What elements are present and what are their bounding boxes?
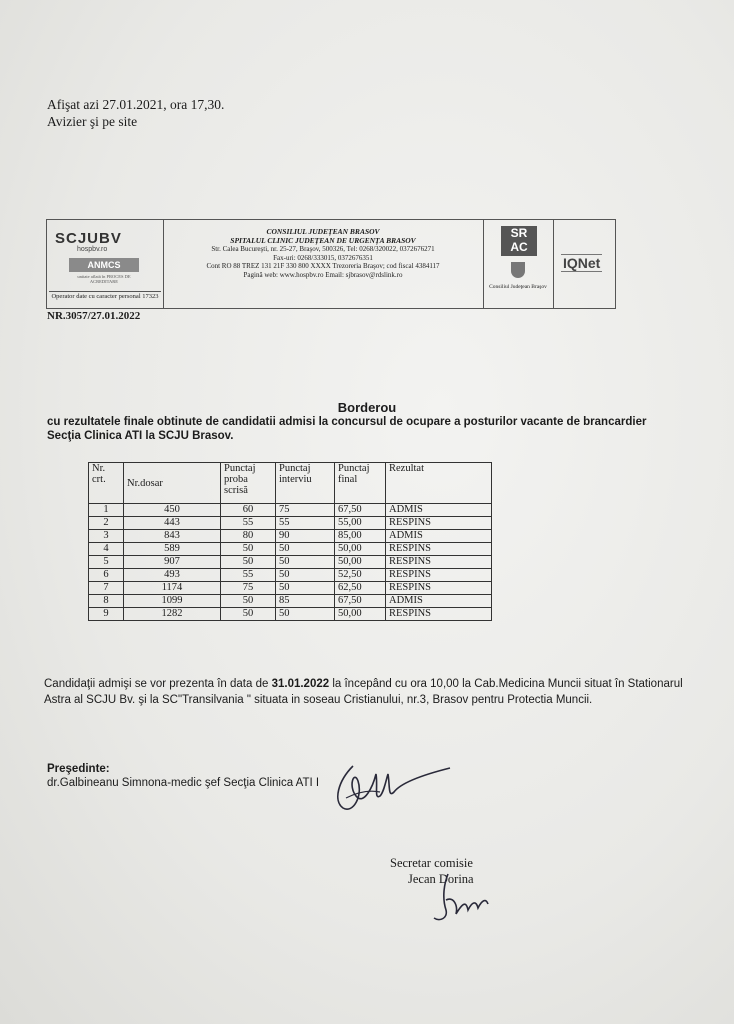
cell-final: 52,50 — [335, 569, 386, 582]
hospital-name: SPITALUL CLINIC JUDEŢEAN DE URGENŢA BRASOV — [230, 235, 416, 245]
results-table — [88, 462, 492, 621]
cell-nr: 2 — [89, 517, 124, 530]
presentation-note — [44, 676, 684, 708]
cell-interviu: 50 — [276, 569, 335, 582]
cell-scris: 50 — [221, 595, 276, 608]
col-rezultat: Rezultat — [386, 463, 492, 504]
cell-interviu: 50 — [276, 556, 335, 569]
cell-nr: 6 — [89, 569, 124, 582]
cell-dosar: 589 — [124, 543, 221, 556]
hospital-fax: Fax-uri: 0268/333015, 0372676351 — [273, 253, 373, 262]
cell-final: 50,00 — [335, 556, 386, 569]
iqnet-logo: IQNet — [563, 255, 601, 271]
letterhead-srac-cell — [483, 220, 554, 308]
president-signature — [318, 756, 458, 818]
col-nr-crt: Nr. crt. — [89, 463, 124, 504]
table-row — [89, 569, 492, 582]
cell-final: 55,00 — [335, 517, 386, 530]
cell-final: 67,50 — [335, 595, 386, 608]
table-row — [89, 504, 492, 517]
hospital-address: Str. Calea Bucureşti, nr. 25-27, Braşov, 500326, Tel: 0268/320022, 0372676271 — [211, 245, 435, 253]
cell-dosar: 1099 — [124, 595, 221, 608]
cell-nr: 4 — [89, 543, 124, 556]
col-punctaj-final: Punctaj final — [335, 463, 386, 504]
cell-dosar: 443 — [124, 517, 221, 530]
cell-rezultat: RESPINS — [386, 556, 492, 569]
letterhead-info-cell — [163, 220, 484, 308]
county-crest-icon — [511, 262, 525, 278]
table-row — [89, 556, 492, 569]
council-name: CONSILIUL JUDEŢEAN BRASOV — [266, 227, 380, 236]
hospital-logo-subtext: hospbv.ro — [77, 246, 108, 253]
cell-interviu: 50 — [276, 608, 335, 621]
president-label: Preşedinte: — [47, 763, 110, 775]
col-punctaj-interviu: Punctaj interviu — [276, 463, 335, 504]
document-title: Borderou — [337, 400, 397, 415]
cell-final: 85,00 — [335, 530, 386, 543]
col-punctaj-scris: Punctaj proba scrisă — [221, 463, 276, 504]
cell-scris: 50 — [221, 543, 276, 556]
letterhead — [46, 219, 616, 309]
cell-rezultat: ADMIS — [386, 504, 492, 517]
hospital-web: Pagină web: www.hospbv.ro Email: sjbrasov@rdslink.ro — [243, 270, 403, 279]
cell-rezultat: ADMIS — [386, 595, 492, 608]
cell-final: 62,50 — [335, 582, 386, 595]
posted-notice — [47, 96, 224, 130]
president-name: dr.Galbineanu Simnona-medic şef Secţia Clinica ATI I — [47, 777, 320, 789]
cell-interviu: 75 — [276, 504, 335, 517]
cell-dosar: 907 — [124, 556, 221, 569]
cell-scris: 55 — [221, 517, 276, 530]
results-table-header — [89, 463, 492, 504]
table-row — [89, 595, 492, 608]
cell-nr: 5 — [89, 556, 124, 569]
cell-scris: 55 — [221, 569, 276, 582]
table-row — [89, 517, 492, 530]
anmcs-caption: unitate aflată în PROCES DE ACREDITARE — [77, 274, 131, 284]
cell-rezultat: ADMIS — [386, 530, 492, 543]
cell-scris: 75 — [221, 582, 276, 595]
cell-rezultat: RESPINS — [386, 543, 492, 556]
cell-rezultat: RESPINS — [386, 517, 492, 530]
document-subtitle: cu rezultatele finale obtinute de candidatii admisi la concursul de ocupare a posturilor vacante de brancardier Secţia Clinica ATI la SCJU Brasov. — [47, 416, 647, 442]
cell-dosar: 493 — [124, 569, 221, 582]
data-operator-note: Operator date cu caracter personal 17323 — [49, 291, 161, 301]
cell-interviu: 50 — [276, 543, 335, 556]
cell-dosar: 1174 — [124, 582, 221, 595]
secretary-label: Secretar comisie — [390, 856, 473, 870]
letterhead-logo-cell — [47, 220, 164, 308]
cell-rezultat: RESPINS — [386, 569, 492, 582]
cell-dosar: 843 — [124, 530, 221, 543]
cell-scris: 50 — [221, 608, 276, 621]
cell-final: 50,00 — [335, 543, 386, 556]
document-number: NR.3057/27.01.2022 — [47, 310, 141, 322]
cell-dosar: 1282 — [124, 608, 221, 621]
letterhead-iqnet-cell — [553, 220, 617, 308]
cell-nr: 8 — [89, 595, 124, 608]
hospital-logo: SCJUBV — [55, 230, 122, 247]
cell-interviu: 90 — [276, 530, 335, 543]
cell-nr: 3 — [89, 530, 124, 543]
cell-final: 67,50 — [335, 504, 386, 517]
cell-nr: 9 — [89, 608, 124, 621]
col-nr-dosar: Nr.dosar — [124, 463, 221, 504]
posted-location-line: Avizier şi pe site — [47, 114, 138, 129]
cell-scris: 80 — [221, 530, 276, 543]
hospital-account: Cont RO 88 TREZ 131 21F 330 800 XXXX Trezoreria Braşov; cod fiscal 4384117 — [206, 262, 440, 270]
srac-logo: SR AC — [501, 226, 537, 256]
cell-interviu: 50 — [276, 582, 335, 595]
cell-nr: 1 — [89, 504, 124, 517]
secretary-name: Jecan Dorina — [408, 872, 474, 886]
table-row — [89, 608, 492, 621]
table-row — [89, 543, 492, 556]
cell-rezultat: RESPINS — [386, 608, 492, 621]
table-row — [89, 582, 492, 595]
cell-interviu: 85 — [276, 595, 335, 608]
note-text-2: la începând cu ora 10,00 la Cab.Medicina Muncii situat în Stationarul Astra al SCJU Bv. şi la SC"Transilvania " situata in soseau Cristianului, nr.3, Brasov pentru Protectia Muncii. — [44, 678, 683, 706]
cell-scris: 60 — [221, 504, 276, 517]
cell-interviu: 55 — [276, 517, 335, 530]
county-label: Consiliul Judeţean Braşov — [489, 284, 547, 290]
cell-final: 50,00 — [335, 608, 386, 621]
cell-scris: 50 — [221, 556, 276, 569]
secretary-signature — [426, 870, 496, 928]
note-text-1: Candidaţii admişi se vor prezenta în data de — [44, 678, 272, 690]
table-row — [89, 530, 492, 543]
anmcs-badge: ANMCS — [69, 258, 139, 272]
posted-date-line: Afişat azi 27.01.2021, ora 17,30. — [47, 97, 225, 112]
cell-dosar: 450 — [124, 504, 221, 517]
cell-rezultat: RESPINS — [386, 582, 492, 595]
cell-nr: 7 — [89, 582, 124, 595]
note-date: 31.01.2022 — [271, 678, 330, 690]
